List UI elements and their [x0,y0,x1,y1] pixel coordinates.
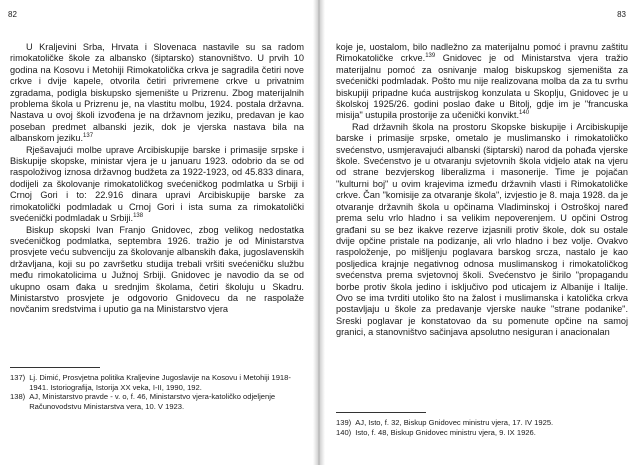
footnote [10,373,304,392]
footnote [336,428,628,438]
page-number: 83 [617,10,626,19]
paragraph: koje je, uostalom, bilo nadležno za materijalnu pomoć i pravnu zaštitu Rimokatoličke crkve.$^{139}$ Gnidovec je od Ministarstva vjera tražio materijalnu pomoć za osnivanje malog biskupskog sjemeništa za svećenički podmladak. Pošto mu nije realizovana molba da za tu svrhu biskupiji pripadne kuća austrijskog konzulata u Skoplju, Gnidovec je u školskoj 1925/26. godini poslao đake u Bitolj, gdje im je "francuska misija" ustupila prostorije za učenički konvikt.$^{140}$ [336,42,628,121]
footnote [10,392,304,411]
body-text [10,42,304,316]
footnote-divider [10,367,100,368]
footnote-number: 137) [10,373,26,382]
footnote-number: 140) [336,427,352,437]
right-page [324,0,638,465]
body-text [336,42,628,339]
footnote [336,418,628,428]
paragraph: Rad državnih škola na prostoru Skopske biskupije i Arcibiskupije barske i primasije srpske, ometalo je muslimansko i rimokatoličko svećenstvo, usmjeravajući albanski (šiptarski) narod da pohađa vjerske škole. Svećenstvo je u otvaranju svjetovnih škola vidjelo atak na vjeru od strane bezvjerskog liberalizma i masonerije. Time je pojačan "kulturni boj" u ovim krajevima između državnih vlasti i Rimokatoličke crkve. Čan "komisije za otvaranje škola", izvjestio je 8. maja 1928. da je otvaranje državnih škola u opčinama Vladiminskoj i Ostroškoj naređ prema selu vrlo hladno i sa velikim nepoverenjem. U opčini Ostrog građani su se bez ikakve rezerve izjasnili protiv škole, dok su ostale dvije opčine pristale na podizanje, ali vrlo hladno i bez volje. Ovakvo raspoloženje, po mišljenju poglavara barskog srcza, nastalo je kao posljedica krajnje negativnog odnosa muslimanskog i rimokatoličkog svećenstva prema svjetovnoj školi. Svećenstvo je širilo "propagandu borbe protiv škola jedino i isključivo pod uticajem iz Albanije i Italije. Ovo se ima tvrditi utoliko što na žalost i muslimanska i katolička crkva postavljaju u škole za predavanje vjerske nauke "strane podanike". Sreski poglavar je konstatovao da su pomenute opčine na samoj granici, a stanovništvo sačinjava apsolutno nesiguran i anacionalan [336,121,628,338]
footnote-ref: 140 [519,110,530,117]
footnotes [10,373,304,411]
footnotes [336,418,628,437]
footnote-number: 139) [336,418,352,427]
paragraph: Biskup skopski Ivan Franjo Gnidovec, zbog velikog nedostatka svećeničkog podmlatka, septembra 1926. tražio je od Ministarstva prosvjete veću subvenciju za školovanje albanskih đaka, jugoslavenskih državljana, koji su po završetku studija trebali vršiti svećeničku službu među rimokatolicima u Južnoj Srbiji. Gnidovec je navodio da se od ukupno osam đaka u srednjim školama, četiri školuju u Skadru. Ministarstvo prosvjete je odgovorio Gnidovecu da ne raspolaže novčanim sredstvima i uputio ga na Ministarstvo vjera [10,224,304,315]
paragraph: U Kraljevini Srba, Hrvata i Slovenaca nastavile su sa radom rimokatoličke škole za albansko (šiptarsko) stanovništvo. U prvih 10 godina na Kosovu i Metohiji Rimokatolička crkva je sagradila četiri nove crkve i dvije kapele, otvorila četiri privremene crkve u privatnim zgradama, podigla biskupsko sjemenište u Prizrenu. Zbog materijalnih problema škola u Prizrenu je, na vlastitu molbu, 1924. postala državna. Nastava u ovoj školi izvođena je na državnom jeziku, predavan je kao poseban predmet albanski jezik, dok je vjerska nastava bila na albanskom jeziku.$^{137}$ [10,42,304,144]
left-page [0,0,314,465]
footnote-text: AJ, Isto, f. 32, Biskup Gnidovec ministru vjera, 17. IV 1925. [355,418,554,427]
footnote-ref: 137 [83,133,94,140]
footnote-text: AJ, Ministarstvo pravde - v. o, f. 46, Ministarstvo vjera-katoličko odjeljenje Računovodstvu Ministarstva vera, 10. V 1923. [29,392,276,411]
footnote-text: Isto, f. 48, Biskup Gnidovec ministru vjera, 9. IX 1926. [355,427,536,437]
footnote-number: 138) [10,392,26,402]
footnote-ref: 138 [133,213,144,220]
page-number: 82 [8,10,17,19]
footnote-text: Lj. Dimić, Prosvjetna politika Kraljevine Jugoslavije na Kosovu i Metohiji 1918-1941. Istoriografija, Istorija XX veka, I-II, 1990, 192. [29,373,291,392]
footnote-divider [336,412,426,413]
footnote-ref: 139 [425,53,436,60]
paragraph: Rješavajući molbe uprave Arcibiskupije barske i primasije srpske i Biskupije skopske, ministar vjera je u januaru 1923. odobrio da se od raspoloživog iznosa državnog budžeta za 1922-1923, od 45.833 dinara, dodijeli za školovanje rimokatoličkog svećeničkog podmlatka u Srbiji i Crnoj Gori i to: 22.916 dinara upravi Arcibiskupije barske za rimokatolički podmladak u Crnoj Gori i ista suma za rimokatolički svećenički podmladak u Srbiji.$^{138}$ [10,144,304,224]
